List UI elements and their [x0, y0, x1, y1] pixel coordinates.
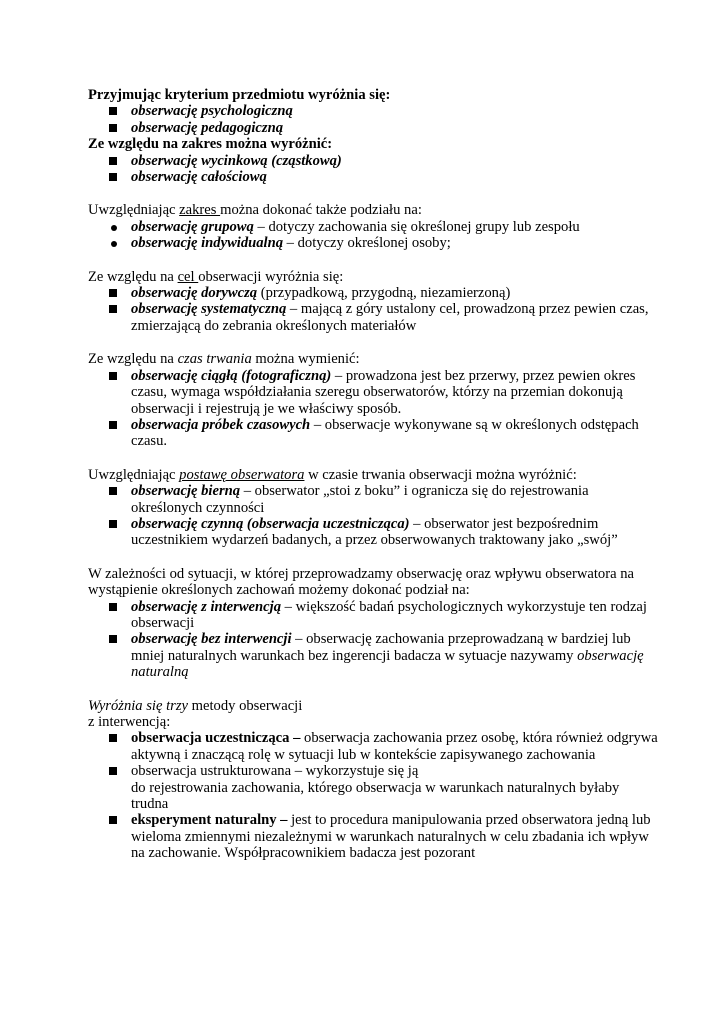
list-item: obserwację ciągłą (fotograficzną) – prowadzona jest bez przerwy, przez pewien okres czasu, wymaga współdziałania szeregu obserwatorów, którzy na przemian dokonują obserwacji i rejestrują je we właściwy sposób. — [88, 368, 658, 417]
square-bullet-icon — [109, 153, 123, 169]
list-intervention-types — [88, 599, 658, 681]
intro-situation: W zależności od sytuacji, w której przeprowadzamy obserwację oraz wpływu obserwatora na wystąpienie określonych zachowań możemy dokonać podział na: — [88, 565, 634, 599]
document-page — [88, 87, 658, 862]
list-item: eksperyment naturalny – jest to procedura manipulowania przed obserwatora jedną lub wieloma zmiennymi niezależnymi w warunkach naturalnych w celu zbadania ich wpływ na zachowanie. Współpracownikiem badacza jest pozorant — [88, 812, 658, 861]
list-goal-types — [88, 285, 658, 334]
intro-scope-division: Uwzględniając zakres można dokonać także podziału na: — [88, 202, 422, 219]
intro-duration: Ze względu na czas trwania można wymienić: — [88, 351, 360, 368]
list-item: obserwację czynną (obserwacja uczestnicząca) – obserwator jest bezpośrednim uczestnikiem wydarzeń badanych, a przez obserwowanych traktowany jako „swój” — [88, 516, 658, 549]
square-bullet-icon — [109, 730, 123, 746]
list-item: obserwację psychologiczną — [88, 103, 658, 119]
square-bullet-icon — [109, 599, 123, 615]
list-item: obserwację całościową — [88, 169, 658, 185]
list-item: obserwację z interwencją – większość badań psychologicznych wykorzystuje ten rodzaj obserwacji — [88, 599, 658, 632]
square-bullet-icon — [109, 301, 123, 317]
list-group-individual — [88, 219, 658, 252]
square-bullet-icon — [109, 763, 123, 779]
square-bullet-icon — [109, 483, 123, 499]
square-bullet-icon — [109, 417, 123, 433]
list-duration-types — [88, 368, 658, 450]
list-item: obserwację bez interwencji – obserwację zachowania przeprowadzaną w bardziej lub mniej naturalnych warunkach bez ingerencji badacza w sytuacje nazywamy obserwację naturalną — [88, 631, 658, 680]
list-item: obserwację systematyczną – mającą z góry ustalony cel, prowadzoną przez pewien czas, zmierzającą do zebrania określonych materiałów — [88, 301, 658, 334]
square-bullet-icon — [109, 103, 123, 119]
square-bullet-icon — [109, 368, 123, 384]
list-item: obserwacja uczestnicząca – obserwacja zachowania przez osobę, która również odgrywa aktywną i znaczącą rolę w sytuacji lub w kontekście zapisywanego zachowania — [88, 730, 658, 763]
list-item: obserwację pedagogiczną — [88, 120, 658, 136]
list-item: obserwację bierną – obserwator „stoi z boku” i ogranicza się do rejestrowania określonych czynności — [88, 483, 658, 516]
list-methods — [88, 730, 658, 861]
list-subject-types — [88, 103, 658, 136]
square-bullet-icon — [109, 516, 123, 532]
list-attitude-types — [88, 483, 658, 549]
list-item: obserwację indywidualną – dotyczy określonej osoby; — [88, 235, 658, 251]
list-item: obserwację grupową – dotyczy zachowania się określonej grupy lub zespołu — [88, 219, 658, 235]
list-item: obserwacja ustrukturowana – wykorzystuje się ją do rejestrowania zachowania, którego obserwacja w warunkach naturalnych byłaby trudna — [88, 763, 658, 812]
list-scope-types — [88, 153, 658, 186]
square-bullet-icon — [109, 120, 123, 136]
heading-scope: Ze względu na zakres można wyróżnić: — [88, 136, 333, 153]
round-bullet-icon — [109, 235, 123, 251]
square-bullet-icon — [109, 169, 123, 185]
intro-goal: Ze względu na cel obserwacji wyróżnia się: — [88, 268, 344, 285]
list-item: obserwacja próbek czasowych – obserwacje wykonywane są w określonych odstępach czasu. — [88, 417, 658, 450]
intro-three-methods: Wyróżnia się trzy metody obserwacji z interwencją: — [88, 697, 303, 730]
square-bullet-icon — [109, 285, 123, 301]
list-item: obserwację dorywczą (przypadkową, przygodną, niezamierzoną) — [88, 285, 658, 301]
heading-subject-criterion: Przyjmując kryterium przedmiotu wyróżnia się: — [88, 87, 391, 103]
square-bullet-icon — [109, 812, 123, 828]
intro-observer-attitude: Uwzględniając postawę obserwatora w czasie trwania obserwacji można wyróżnić: — [88, 466, 577, 483]
round-bullet-icon — [109, 219, 123, 235]
square-bullet-icon — [109, 631, 123, 647]
list-item: obserwację wycinkową (cząstkową) — [88, 153, 658, 169]
